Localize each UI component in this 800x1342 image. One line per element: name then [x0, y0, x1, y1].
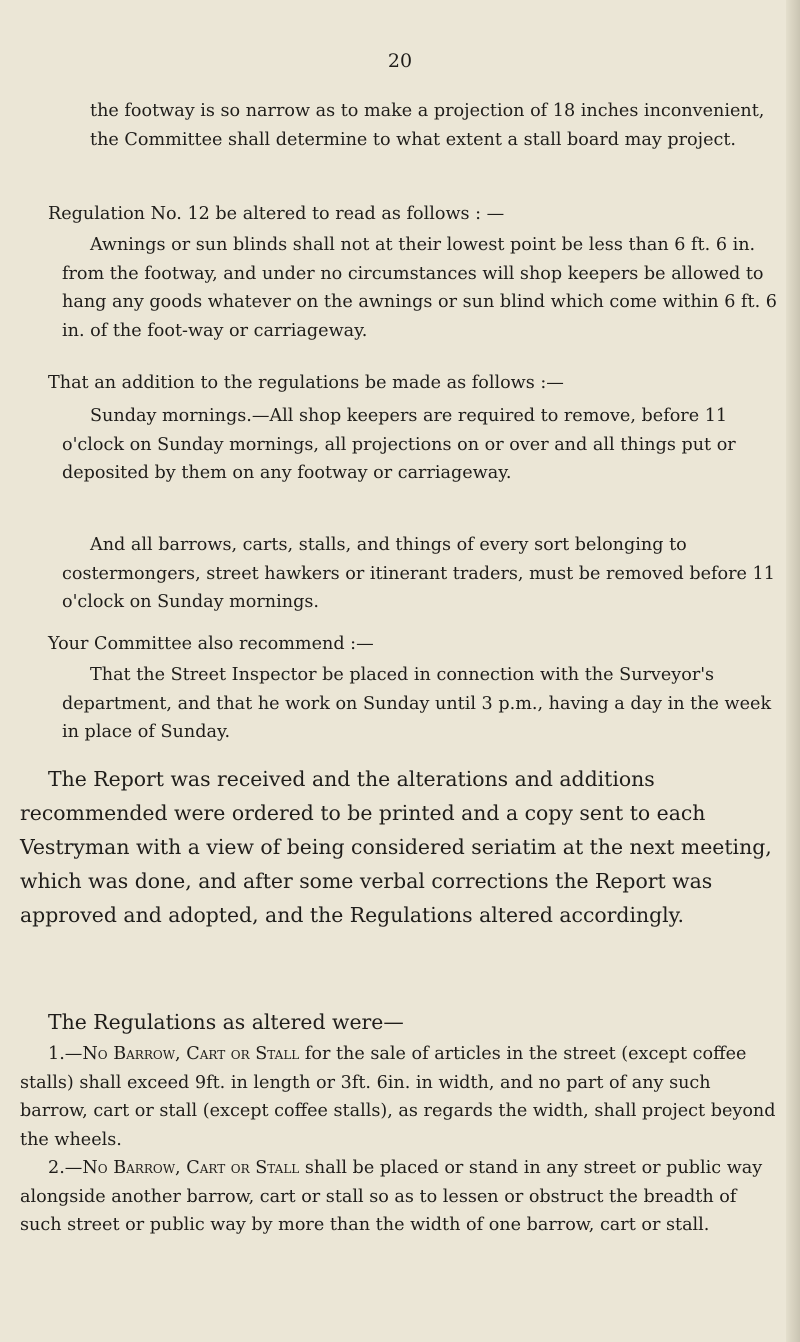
regulation-number: 1.— [48, 1044, 83, 1064]
barrows-removal-paragraph: And all barrows, carts, stalls, and things of every sort belonging to costermongers, street hawkers or itinerant traders, must be removed before 11 o'clock on Sunday mornings. [62, 535, 775, 612]
page-number: 20 [387, 50, 413, 72]
regulation-12-heading: Regulation No. 12 be altered to read as follows : — [48, 204, 505, 224]
street-inspector-paragraph: That the Street Inspector be placed in connection with the Surveyor's department, and that he work on Sunday until 3 p.m., having a day in the week in place of Sunday. [62, 665, 772, 742]
regulation-text: shall be placed or stand in any street or public way alongside another barrow, cart or stall so as to lessen or obstruct the breadth of such street or public way by more than the width of one barrow, cart or stall. [20, 1158, 763, 1235]
regulations-altered-heading: The Regulations as altered were— [48, 1010, 404, 1034]
regulation-subject: No Barrow, Cart or Stall [82, 1158, 300, 1178]
regulation-item [20, 1154, 780, 1240]
regulation-number: 2.— [48, 1158, 83, 1178]
regulation-text: for the sale of articles in the street (except coffee stalls) shall exceed 9ft. in length or 3ft. 6in. in width, and no part of any such barrow, cart or stall (except coffee stalls), as regards the width, shall project beyond the wheels. [20, 1044, 776, 1150]
committee-recommend-heading: Your Committee also recommend :— [48, 634, 374, 654]
committee-stall-board-paragraph: the footway is so narrow as to make a projection of 18 inches inconvenient, the Committee shall determine to what extent a stall board may project. [90, 101, 765, 150]
sunday-mornings-paragraph: Sunday mornings.—All shop keepers are required to remove, before 11 o'clock on Sunday mornings, all projections on or over and all things put or deposited by them on any footway or carriageway. [62, 406, 736, 483]
page-edge-shadow [786, 0, 800, 1342]
report-received-paragraph: The Report was received and the alterations and additions recommended were ordered to be printed and a copy sent to each Vestryman with a view of being considered seriatim at the next meeting, which was done, and after some verbal corrections the Report was approved and adopted, and the Regulations altered accordingly. [20, 767, 772, 927]
addition-heading: That an addition to the regulations be made as follows :— [48, 373, 564, 393]
regulation-item [20, 1040, 780, 1154]
regulation-subject: No Barrow, Cart or Stall [82, 1044, 300, 1064]
awnings-regulation-paragraph: Awnings or sun blinds shall not at their lowest point be less than 6 ft. 6 in. from the footway, and under no circumstances will shop keepers be allowed to hang any goods whatever on the awnings or sun blind which come within 6 ft. 6 in. of the foot-way or carriageway. [62, 235, 777, 341]
